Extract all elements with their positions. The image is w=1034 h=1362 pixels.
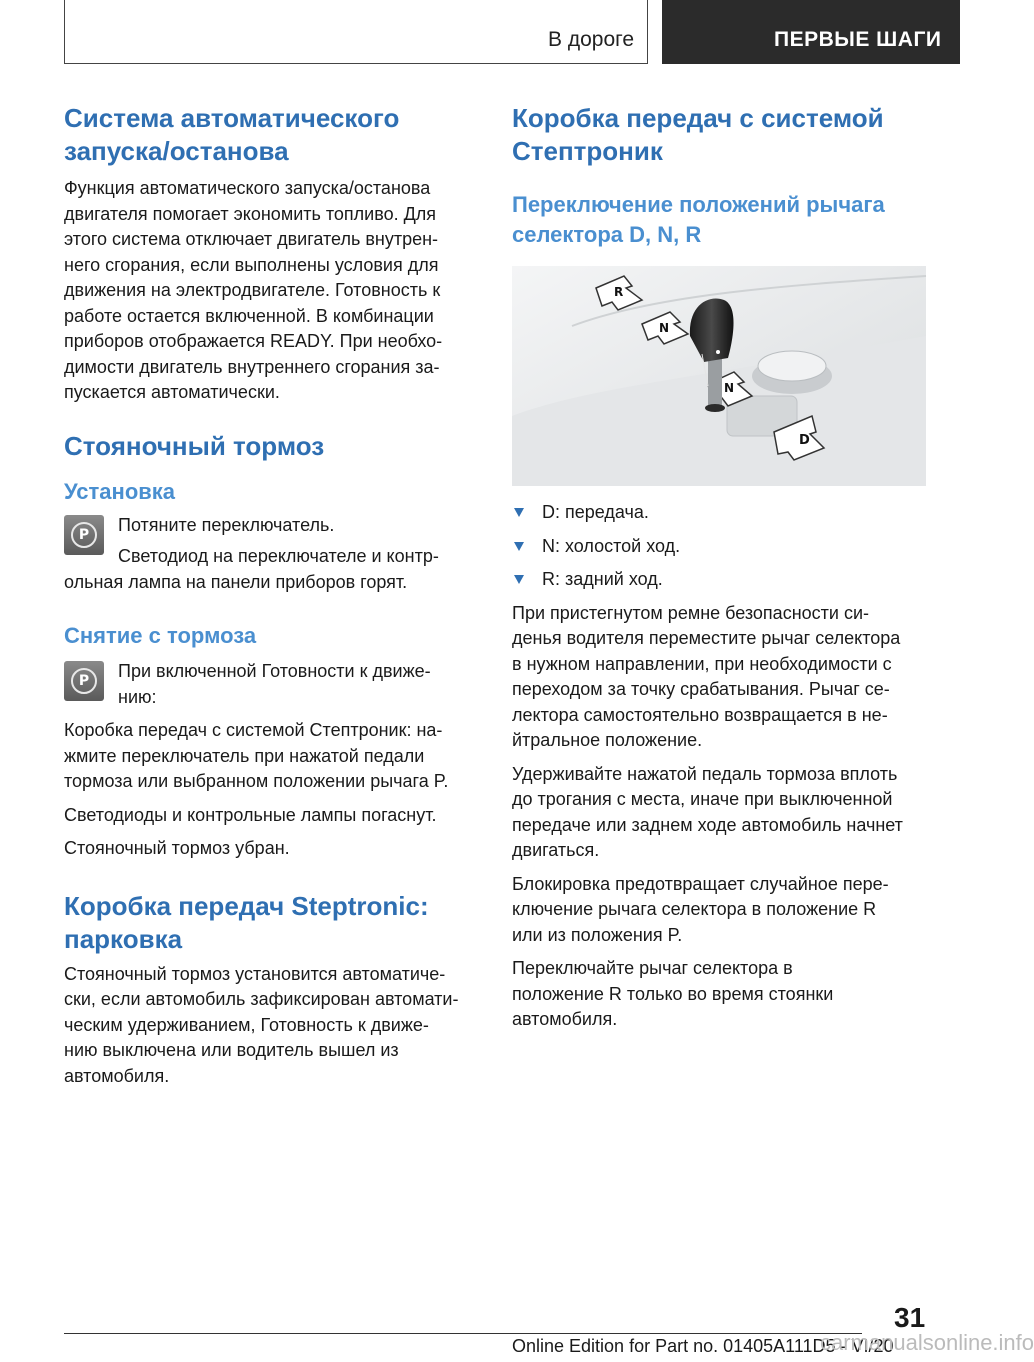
triangle-bullet-icon	[514, 542, 524, 551]
gear-label-n-upper: N	[659, 321, 670, 335]
steptronic-parking-heading-line-2: парковка	[64, 923, 183, 954]
autostart-text-line: приборов отображается READY. При необхо-	[64, 331, 443, 351]
autostart-heading-line-2: запуска/останова	[64, 136, 289, 166]
setting-subheading: Установка	[64, 478, 176, 504]
release-subheading: Снятие с тормоза	[64, 623, 257, 648]
body-text-line: или из положения P.	[512, 924, 683, 945]
autostart-text-line: работе остается включенной. В комбинации	[64, 305, 434, 326]
body-text-line: двигаться.	[512, 840, 600, 860]
header-chapter-tab: ПЕРВЫЕ ШАГИ	[662, 0, 960, 64]
gear-label-r: R	[614, 285, 624, 299]
gear-label-d: D	[799, 433, 810, 448]
body-text-line: автомобиля.	[512, 1009, 618, 1029]
release-leds-off: Светодиоды и контрольные лампы погаснут.	[64, 804, 437, 825]
steptronic-parking-text-line: ски, если автомобиль зафиксирован автомати-	[64, 989, 459, 1009]
body-text-line: Переключайте рычаг селектора в	[512, 958, 793, 978]
autostart-text-line: пускается автоматически.	[64, 382, 280, 402]
autostart-text-line: Функция автоматического запуска/останова	[64, 178, 431, 198]
body-text-line: йтральное положение.	[512, 730, 703, 750]
release-step	[64, 659, 476, 710]
bullet-text: N: холостой ход.	[542, 535, 681, 556]
triangle-bullet-icon	[514, 508, 524, 517]
setting-step	[64, 513, 476, 570]
steptronic-parking-text-line: нию выключена или водитель вышел из	[64, 1040, 399, 1060]
right-column	[512, 102, 926, 1033]
parking-brake-icon: P	[64, 661, 104, 701]
release-text-line: жмите переключатель при нажатой педали	[64, 745, 425, 766]
bullet-text: D: передача.	[542, 502, 649, 522]
steptronic-parking-heading-line-1: Коробка передач Steptronic:	[64, 890, 429, 921]
release-done: Стояночный тормоз убран.	[64, 838, 290, 858]
body-text-line: переходом за точку срабатывания. Рычаг се-	[512, 679, 890, 699]
setting-note-line-1: Светодиод на переключателе и контр-	[118, 546, 439, 566]
steptronic-parking-text-line: ческим удерживанием, Готовность к движе-	[64, 1014, 429, 1035]
steptronic-heading-line-2: Стептроник	[512, 136, 663, 166]
release-step-line-1: При включенной Готовности к движе-	[118, 661, 431, 681]
steptronic-parking-text-line: Стояночный тормоз установится автоматиче-	[64, 963, 446, 984]
gear-selection-subheading-line-2: селектора D, N, R	[512, 222, 702, 247]
watermark: carmanualsonline.info	[820, 1330, 1034, 1355]
autostart-text-line: димости двигатель внутреннего сгорания за-	[64, 356, 440, 377]
bullet-item	[512, 500, 926, 526]
page-number: 31	[894, 1302, 926, 1333]
gear-label-n-lower: N	[724, 381, 735, 395]
gear-selector-drawing	[512, 266, 926, 486]
parking-brake-heading: Стояночный тормоз	[64, 430, 325, 461]
steptronic-heading-line-1: Коробка передач с системой	[512, 103, 884, 133]
body-text-line: денья водителя переместите рычаг селектора	[512, 628, 901, 648]
body-text-line: положение R только во время стоянки	[512, 983, 834, 1004]
autostart-text-line: этого система отключает двигатель внутрен-	[64, 229, 439, 249]
body-text-line: лектора самостоятельно возвращается в не-	[512, 704, 888, 725]
body-text-line: передаче или заднем ходе автомобиль начнет	[512, 814, 903, 835]
release-step-line-2: нию:	[118, 686, 157, 707]
footer-edition: Online Edition for Part no. 01405A111D5 - VI/20	[512, 1336, 894, 1356]
steptronic-parking-text-line: автомобиля.	[64, 1065, 170, 1086]
bullet-text: R: задний ход.	[542, 569, 663, 589]
bullet-item	[512, 534, 926, 560]
body-text-line: Удерживайте нажатой педаль тормоза вплоть	[512, 763, 898, 784]
autostart-text-line: него сгорания, если выполнены условия для	[64, 254, 439, 275]
body-text-line: Блокировка предотвращает случайное пере-	[512, 873, 889, 894]
release-text-line: тормоза или выбранном положении рычага P.	[64, 771, 449, 791]
autostart-text-line: двигателя помогает экономить топливо. Для	[64, 203, 437, 224]
release-text-line: Коробка передач с системой Стептроник: на-	[64, 720, 443, 740]
left-column	[64, 102, 476, 1089]
gear-selector-illustration	[512, 266, 926, 486]
gear-selection-subheading-line-1: Переключение положений рычага	[512, 192, 885, 217]
body-text-line: ключение рычага селектора в положение R	[512, 899, 877, 919]
autostart-heading-line-1: Система автоматического	[64, 103, 400, 133]
autostart-text-line: движения на электродвигателе. Готовность к	[64, 280, 441, 300]
footer-divider	[64, 1333, 862, 1334]
body-text-line: в нужном направлении, при необходимости с	[512, 653, 892, 674]
setting-step-text: Потяните переключатель.	[118, 514, 335, 535]
triangle-bullet-icon	[514, 575, 524, 584]
body-text-line: до трогания с места, иначе при выключенной	[512, 789, 893, 809]
setting-note-line-2: ольная лампа на панели приборов горят.	[64, 571, 408, 592]
body-text-line: При пристегнутом ремне безопасности си-	[512, 602, 869, 623]
header-section-title: В дороге	[547, 28, 634, 51]
parking-brake-icon: P	[64, 515, 104, 555]
bullet-item	[512, 567, 926, 593]
